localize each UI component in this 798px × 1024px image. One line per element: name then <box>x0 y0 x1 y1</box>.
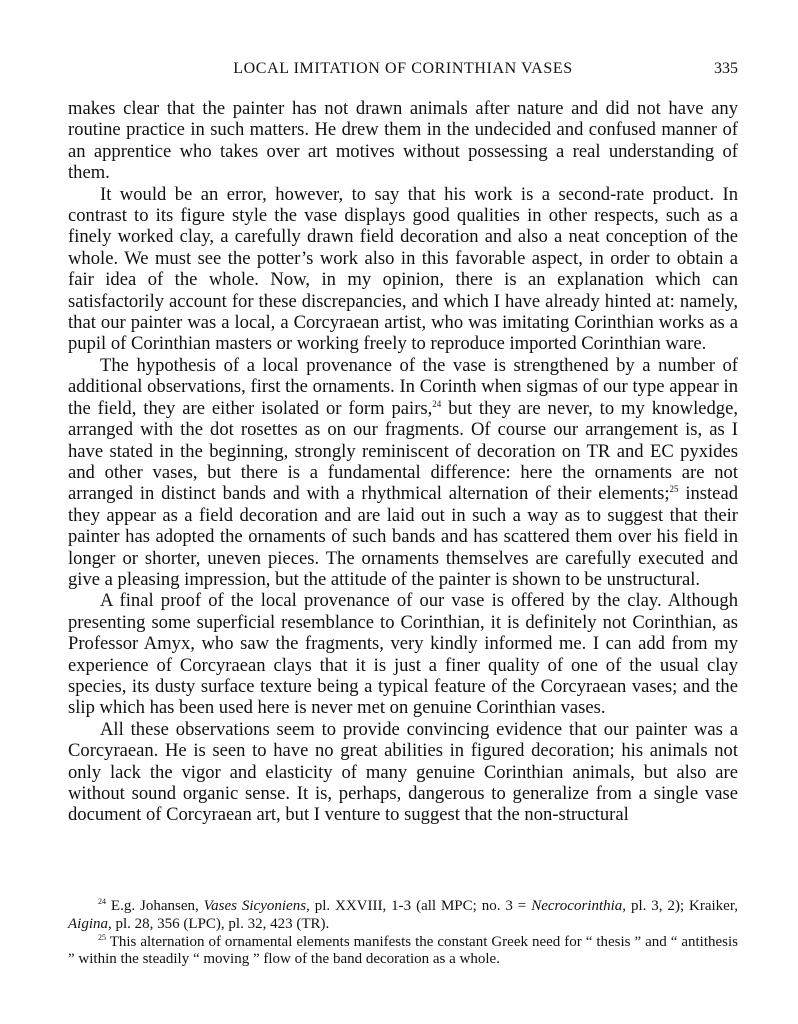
paragraph-clay: A final proof of the local provenance of our vase is offered by the clay. Although presenting some superficial resemblance to Corinthian, it is definitely not Corinthian, as Professor Amyx, who saw the fragments, very kindly informed me. I can add from my experience of Corcyraean clays that it is just a finer quality of one of the usual clay species, its dusty surface texture being a typical feature of the Corcyraean vases; and the slip which has been used here is never met on genuine Corinthian vases. <box>68 590 738 719</box>
footnote-text: , pl. 28, 356 (LPC), pl. 32, 423 (TR). <box>108 915 330 932</box>
footnote-text: , pl. 3, 2); Kraiker, <box>622 898 738 914</box>
footnotes <box>68 898 738 969</box>
footnote-text: E.g. Johansen, <box>106 898 204 914</box>
citation-title: Aigina <box>68 915 108 932</box>
paragraph-ornaments-part-1: The hypothesis of a local provenance of the vase is strengthened by a number of additional observations, first the ornaments. In Corinth when sigmas of our type appear in the field, they are either isolated or form pairs, <box>68 354 738 419</box>
page-number: 335 <box>714 60 738 77</box>
body-text <box>68 98 738 826</box>
footnote-25 <box>68 934 738 970</box>
paragraph-continued: makes clear that the painter has not drawn animals after nature and did not have any routine practice in such matters. He drew them in the undecided and confused manner of an apprentice who takes over art motives without possessing a real understanding of them. <box>68 98 738 184</box>
paragraph-ornaments <box>68 355 738 590</box>
running-head <box>68 60 738 84</box>
citation-title: Necrocorinthia <box>531 898 623 914</box>
footnote-text: , pl. XXVIII, 1-3 (all MPC; no. 3 = <box>306 898 532 914</box>
paragraph-conclusion: All these observations seem to provide convincing evidence that our painter was a Corcyraean. He is seen to have no great abilities in figured decoration; his animals not only lack the vigor and elasticity of many genuine Corinthian animals, but also are without sound organic sense. It is, perhaps, dangerous to generalize from a single vase document of Corcyraean art, but I venture to suggest that the non-structural <box>68 718 738 826</box>
paragraph-ornaments-part-2: but they are never, to my knowledge, arranged with the dot rosettes as on our fragments. Of course our arrangement is, as I have stated in the beginning, strongly reminiscent of decoration on TR and EC pyxides and other vases, but there is a fundamental difference: here the ornaments are not arranged in distinct bands and with a rhythmical alternation of their elements; <box>68 397 738 505</box>
running-title: LOCAL IMITATION OF CORINTHIAN VASES <box>233 60 573 77</box>
footnote-ref-25: 25 <box>669 484 679 495</box>
footnote-text: This alternation of ornamental elements manifests the constant Greek need for “ thesis ” and “ antithesis ” within the steadily “ moving ” flow of the band decoration as a whole. <box>68 933 738 968</box>
paragraph-second-rate: It would be an error, however, to say that his work is a second-rate product. In contrast to its figure style the vase displays good qualities in other respects, such as a finely worked clay, a carefully drawn field decoration and also a neat conception of the whole. We must see the potter’s work also in this favorable aspect, in order to obtain a fair idea of the whole. Now, in my opinion, there is an explanation which can satisfactorily account for these discrepancies, and which I have already hinted at: namely, that our painter was a local, a Corcyraean artist, who was imitating Corinthian works as a pupil of Corinthian masters or working freely to reproduce imported Corinthian ware. <box>68 183 738 355</box>
footnote-24 <box>68 898 738 934</box>
footnote-ref-24: 24 <box>432 398 442 409</box>
footnote-number: 24 <box>98 897 106 906</box>
citation-title: Vases Sicyoniens <box>203 898 307 914</box>
paragraph-ornaments-part-3: instead they appear as a field decoration and are laid out in such a way as to suggest that their painter has adopted the ornaments of such bands and has scattered them over his field in longer or shorter, uneven pieces. The ornaments themselves are carefully executed and give a pleasing impression, but the attitude of the painter is shown to be unstructural. <box>68 483 738 590</box>
footnote-number: 25 <box>98 932 106 942</box>
